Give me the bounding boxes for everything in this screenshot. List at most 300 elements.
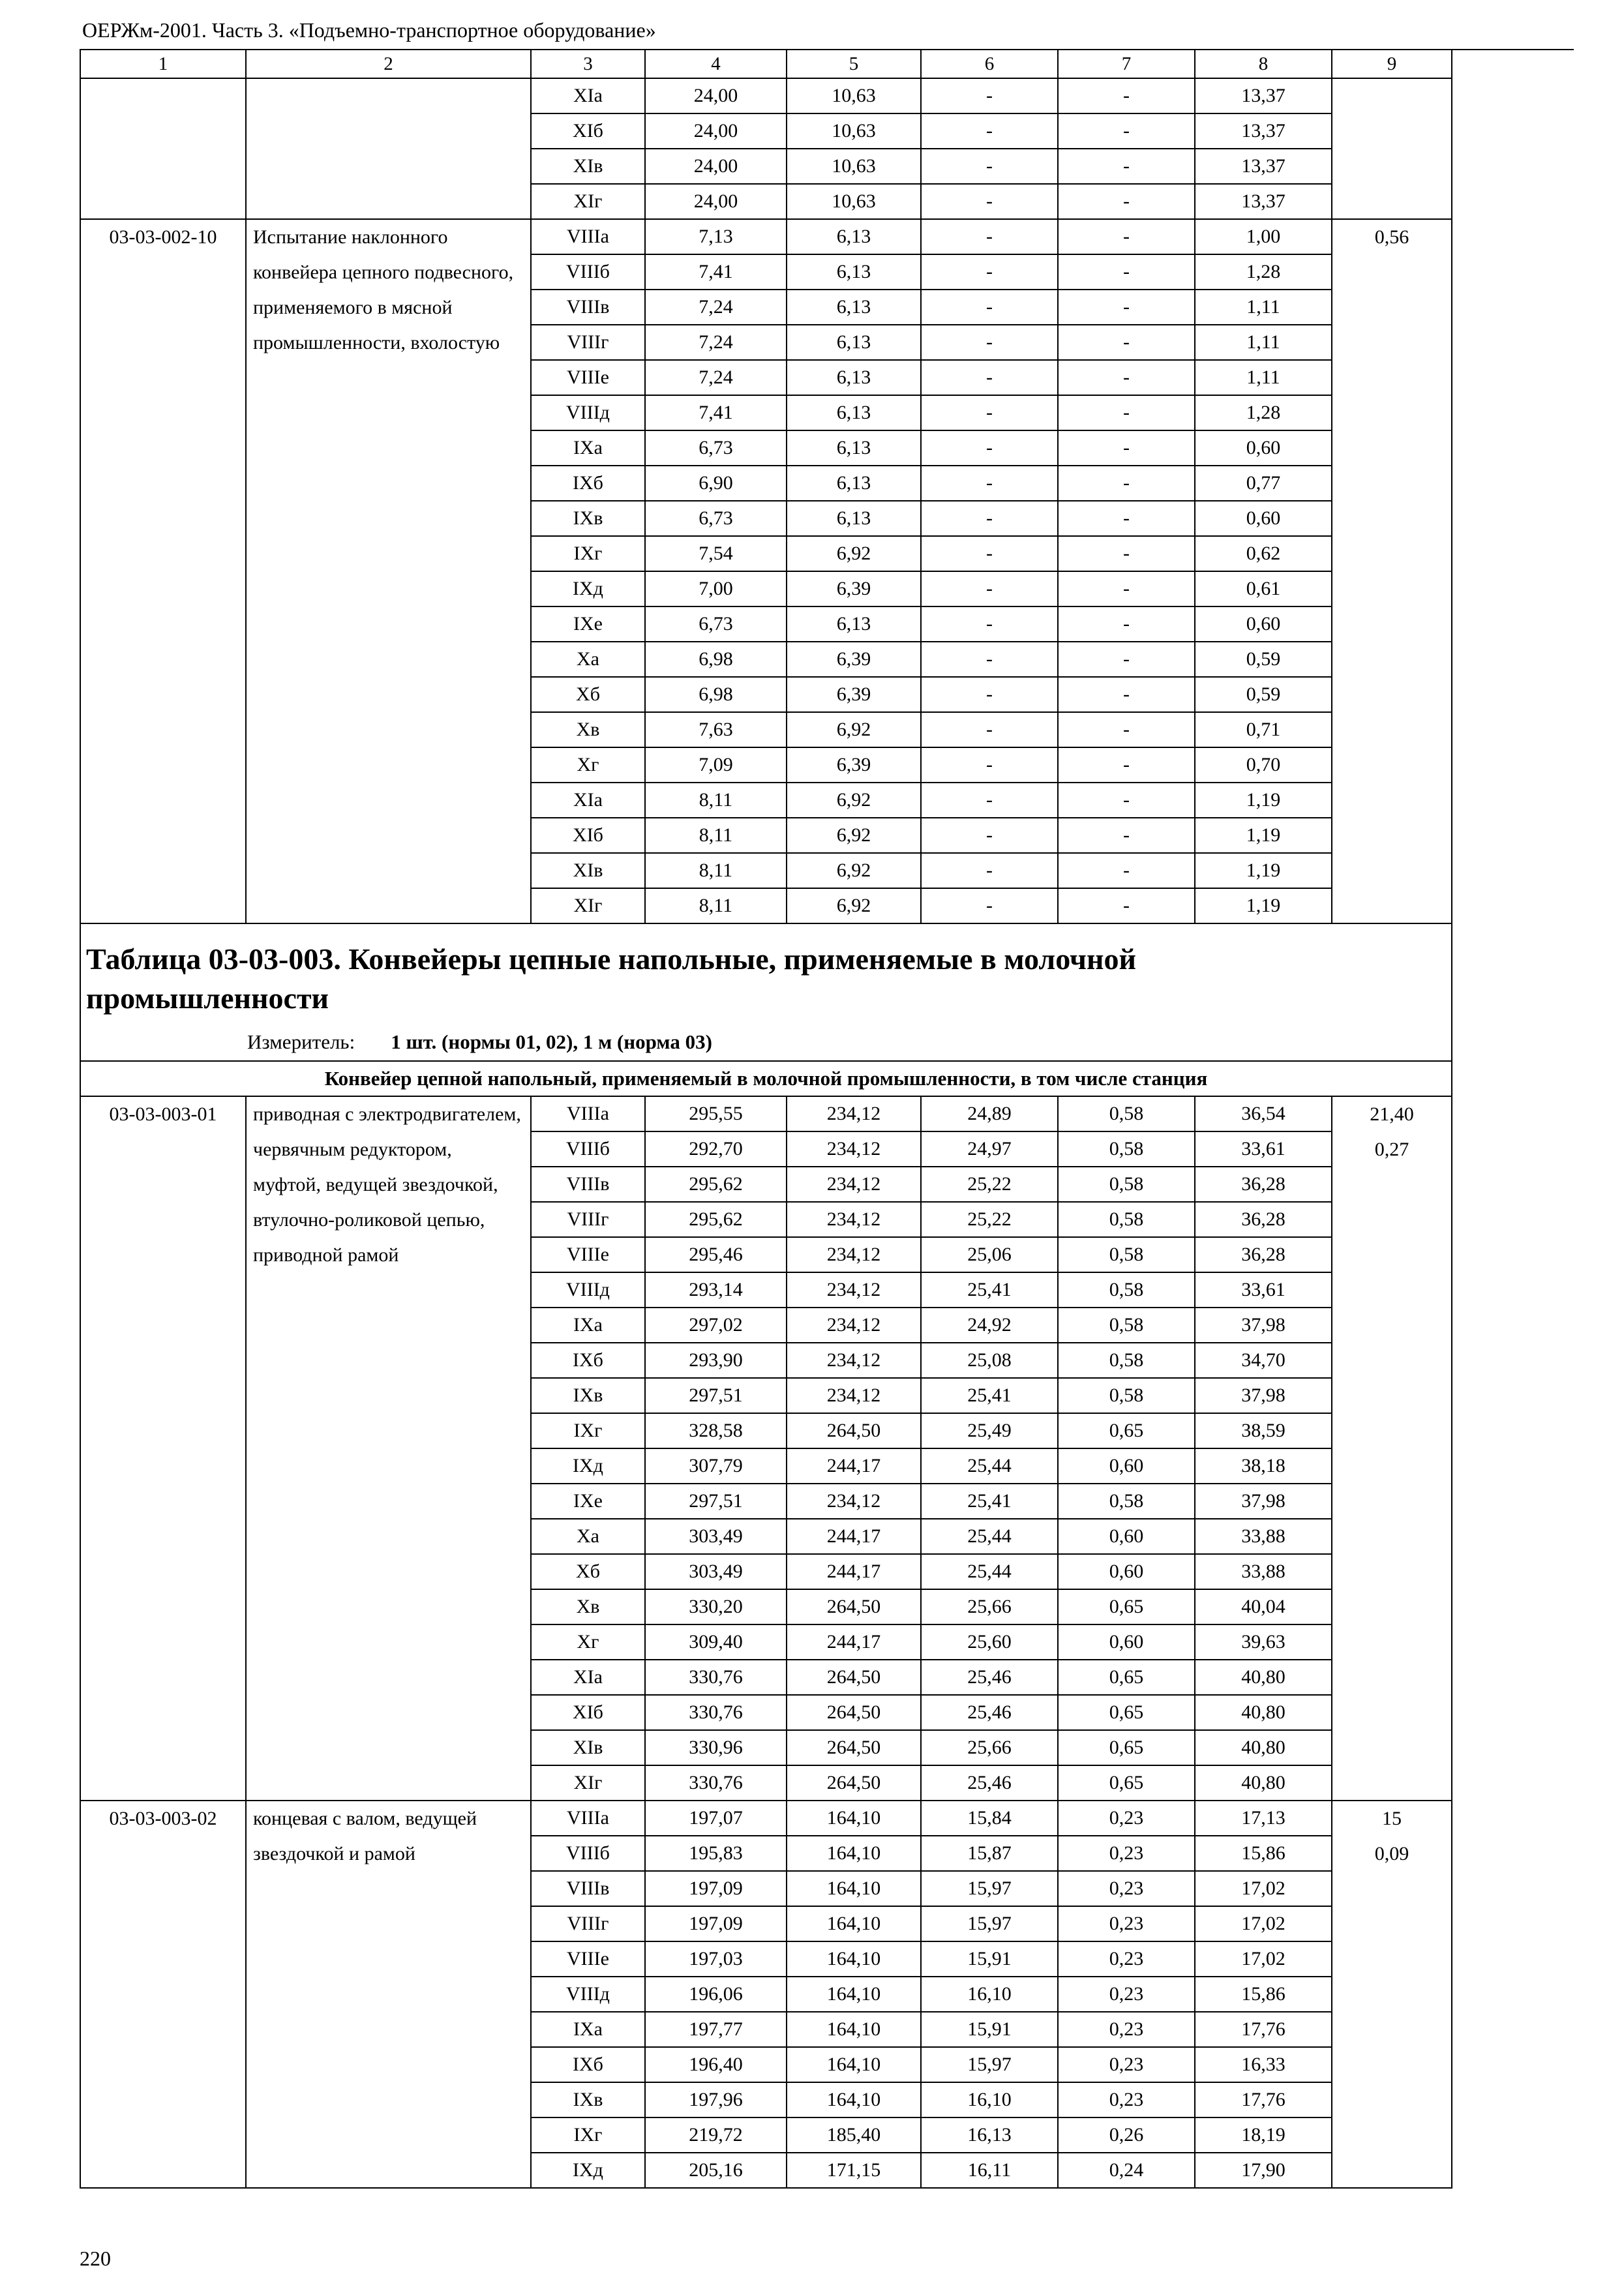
- value-cell: 7,54: [645, 536, 787, 571]
- value-cell: -: [921, 501, 1058, 536]
- value-cell: 0,24: [1058, 2153, 1195, 2188]
- value-cell: -: [921, 712, 1058, 747]
- value-cell: -: [1058, 466, 1195, 501]
- value-cell: 6,39: [787, 571, 921, 606]
- value-cell: 10,63: [787, 184, 921, 219]
- value-cell: 264,50: [787, 1730, 921, 1765]
- zone-cell: Xа: [531, 1519, 645, 1554]
- table-row: [80, 1096, 1452, 1131]
- value-cell: 37,98: [1195, 1484, 1332, 1519]
- value-cell: 17,13: [1195, 1801, 1332, 1836]
- value-cell: 15,86: [1195, 1836, 1332, 1871]
- value-cell: -: [921, 747, 1058, 783]
- zone-cell: VIIIб: [531, 1836, 645, 1871]
- zone-cell: VIIIд: [531, 395, 645, 430]
- zone-cell: IXа: [531, 1308, 645, 1343]
- description-cell: Испытание наклонного конвейера цепного подвесного, применяемого в мясной промышленности, вхолостую: [246, 219, 531, 923]
- value-cell: 6,13: [787, 466, 921, 501]
- value-cell: 309,40: [645, 1624, 787, 1660]
- value-cell: 197,09: [645, 1906, 787, 1941]
- zone-cell: Xб: [531, 677, 645, 712]
- column-number-header: 8: [1195, 50, 1332, 78]
- column-number-header: 9: [1332, 50, 1452, 78]
- zone-cell: Xг: [531, 1624, 645, 1660]
- value-cell: 1,28: [1195, 395, 1332, 430]
- value-cell: 25,46: [921, 1660, 1058, 1695]
- table-row: [80, 219, 1452, 254]
- zone-cell: IXв: [531, 1378, 645, 1413]
- value-cell: 0,59: [1195, 642, 1332, 677]
- value-cell: -: [1058, 149, 1195, 184]
- value-cell: 15,91: [921, 1941, 1058, 1977]
- zone-cell: VIIIд: [531, 1272, 645, 1308]
- value-cell: 234,12: [787, 1096, 921, 1131]
- value-cell: 307,79: [645, 1448, 787, 1484]
- zone-cell: VIIIе: [531, 360, 645, 395]
- value-cell: 0,58: [1058, 1167, 1195, 1202]
- value-cell: 0,60: [1058, 1554, 1195, 1589]
- overhead-value: 0,09: [1374, 1842, 1409, 1864]
- value-cell: -: [921, 395, 1058, 430]
- overhead-value: 0,56: [1374, 226, 1409, 248]
- value-cell: -: [921, 149, 1058, 184]
- value-cell: -: [921, 571, 1058, 606]
- value-cell: -: [1058, 395, 1195, 430]
- value-cell: -: [921, 290, 1058, 325]
- value-cell: 25,60: [921, 1624, 1058, 1660]
- zone-cell: IXд: [531, 2153, 645, 2188]
- overhead-value: 15: [1382, 1807, 1402, 1829]
- value-cell: 164,10: [787, 2082, 921, 2117]
- value-cell: 0,71: [1195, 712, 1332, 747]
- value-cell: 17,02: [1195, 1906, 1332, 1941]
- value-cell: 0,65: [1058, 1413, 1195, 1448]
- value-cell: 25,46: [921, 1765, 1058, 1801]
- description-cell: концевая с валом, ведущей звездочкой и рамой: [246, 1801, 531, 2188]
- value-cell: 25,22: [921, 1202, 1058, 1237]
- value-cell: 164,10: [787, 2047, 921, 2082]
- value-cell: -: [1058, 536, 1195, 571]
- value-cell: -: [1058, 501, 1195, 536]
- zone-cell: VIIIг: [531, 1202, 645, 1237]
- group-header-row: [80, 1061, 1452, 1096]
- zone-cell: VIIIе: [531, 1237, 645, 1272]
- value-cell: -: [1058, 642, 1195, 677]
- value-cell: -: [921, 677, 1058, 712]
- zone-cell: XIа: [531, 78, 645, 113]
- zone-cell: XIв: [531, 1730, 645, 1765]
- value-cell: 6,73: [645, 606, 787, 642]
- value-cell: 0,58: [1058, 1131, 1195, 1167]
- zone-cell: Xг: [531, 747, 645, 783]
- value-cell: 0,58: [1058, 1272, 1195, 1308]
- value-cell: 16,13: [921, 2117, 1058, 2153]
- value-cell: 6,39: [787, 747, 921, 783]
- zone-cell: Xб: [531, 1554, 645, 1589]
- value-cell: 17,76: [1195, 2012, 1332, 2047]
- value-cell: -: [921, 853, 1058, 888]
- value-cell: -: [921, 783, 1058, 818]
- value-cell: 40,80: [1195, 1765, 1332, 1801]
- value-cell: 6,39: [787, 677, 921, 712]
- value-cell: -: [921, 642, 1058, 677]
- column-number-header: 3: [531, 50, 645, 78]
- value-cell: 7,13: [645, 219, 787, 254]
- value-cell: 24,00: [645, 113, 787, 149]
- zone-cell: IXе: [531, 1484, 645, 1519]
- value-cell: 25,22: [921, 1167, 1058, 1202]
- value-cell: 6,13: [787, 501, 921, 536]
- value-cell: -: [1058, 430, 1195, 466]
- value-cell: -: [1058, 571, 1195, 606]
- value-cell: 6,13: [787, 395, 921, 430]
- value-cell: 10,63: [787, 113, 921, 149]
- zone-cell: IXд: [531, 1448, 645, 1484]
- zone-cell: IXб: [531, 1343, 645, 1378]
- zone-cell: VIIIа: [531, 1801, 645, 1836]
- value-cell: -: [1058, 290, 1195, 325]
- value-cell: -: [921, 78, 1058, 113]
- value-cell: 0,65: [1058, 1660, 1195, 1695]
- zone-cell: VIIIб: [531, 254, 645, 290]
- zone-cell: VIIIа: [531, 1096, 645, 1131]
- value-cell: 6,73: [645, 430, 787, 466]
- value-cell: 6,98: [645, 677, 787, 712]
- value-cell: 6,92: [787, 818, 921, 853]
- value-cell: 297,51: [645, 1378, 787, 1413]
- value-cell: 34,70: [1195, 1343, 1332, 1378]
- table-title-text: Таблица 03-03-003. Конвейеры цепные напольные, применяемые в молочной промышленности: [86, 942, 1136, 1015]
- value-cell: 197,07: [645, 1801, 787, 1836]
- value-cell: 293,14: [645, 1272, 787, 1308]
- value-cell: 234,12: [787, 1378, 921, 1413]
- norm-code-cell: 03-03-003-01: [80, 1096, 246, 1801]
- value-cell: 1,19: [1195, 783, 1332, 818]
- value-cell: 0,58: [1058, 1484, 1195, 1519]
- value-cell: 0,65: [1058, 1695, 1195, 1730]
- zone-cell: VIIIв: [531, 1167, 645, 1202]
- value-cell: 6,13: [787, 360, 921, 395]
- value-cell: 16,10: [921, 1977, 1058, 2012]
- value-cell: 0,23: [1058, 2012, 1195, 2047]
- value-cell: 6,13: [787, 219, 921, 254]
- value-cell: 6,92: [787, 888, 921, 923]
- column-number-header: 2: [246, 50, 531, 78]
- value-cell: -: [1058, 853, 1195, 888]
- zone-cell: XIг: [531, 184, 645, 219]
- value-cell: 25,06: [921, 1237, 1058, 1272]
- description-cell: [246, 78, 531, 219]
- value-cell: 8,11: [645, 853, 787, 888]
- value-cell: -: [921, 219, 1058, 254]
- value-cell: 0,60: [1195, 606, 1332, 642]
- value-cell: 196,06: [645, 1977, 787, 2012]
- overhead-cell: [1332, 219, 1452, 923]
- zone-cell: XIг: [531, 888, 645, 923]
- norm-code-cell: 03-03-002-10: [80, 219, 246, 923]
- value-cell: 0,58: [1058, 1202, 1195, 1237]
- zone-cell: VIIIа: [531, 219, 645, 254]
- value-cell: 25,08: [921, 1343, 1058, 1378]
- value-cell: 36,54: [1195, 1096, 1332, 1131]
- value-cell: 244,17: [787, 1554, 921, 1589]
- value-cell: 295,55: [645, 1096, 787, 1131]
- value-cell: 234,12: [787, 1308, 921, 1343]
- value-cell: 0,60: [1058, 1624, 1195, 1660]
- value-cell: 330,96: [645, 1730, 787, 1765]
- value-cell: 164,10: [787, 1941, 921, 1977]
- value-cell: 25,44: [921, 1519, 1058, 1554]
- value-cell: 33,88: [1195, 1519, 1332, 1554]
- column-number-header: 6: [921, 50, 1058, 78]
- document-header: ОЕРЖм-2001. Часть 3. «Подъемно-транспортное оборудование»: [80, 17, 1574, 50]
- zone-cell: XIа: [531, 783, 645, 818]
- value-cell: 330,76: [645, 1765, 787, 1801]
- value-cell: 0,60: [1058, 1519, 1195, 1554]
- value-cell: 25,41: [921, 1378, 1058, 1413]
- value-cell: 0,59: [1195, 677, 1332, 712]
- value-cell: 16,10: [921, 2082, 1058, 2117]
- value-cell: 303,49: [645, 1554, 787, 1589]
- zone-cell: IXд: [531, 571, 645, 606]
- value-cell: -: [1058, 184, 1195, 219]
- zone-cell: XIб: [531, 1695, 645, 1730]
- zone-cell: XIв: [531, 149, 645, 184]
- value-cell: 197,03: [645, 1941, 787, 1977]
- value-cell: 234,12: [787, 1131, 921, 1167]
- value-cell: 234,12: [787, 1272, 921, 1308]
- value-cell: -: [921, 325, 1058, 360]
- value-cell: 17,02: [1195, 1871, 1332, 1906]
- value-cell: 1,28: [1195, 254, 1332, 290]
- value-cell: 164,10: [787, 1977, 921, 2012]
- zone-cell: IXа: [531, 430, 645, 466]
- value-cell: 303,49: [645, 1519, 787, 1554]
- value-cell: 197,96: [645, 2082, 787, 2117]
- value-cell: 13,37: [1195, 149, 1332, 184]
- zone-cell: VIIIг: [531, 1906, 645, 1941]
- value-cell: 36,28: [1195, 1202, 1332, 1237]
- value-cell: 24,00: [645, 184, 787, 219]
- value-cell: 25,44: [921, 1554, 1058, 1589]
- value-cell: 17,90: [1195, 2153, 1332, 2188]
- norms-table: [80, 49, 1452, 2189]
- value-cell: 25,49: [921, 1413, 1058, 1448]
- value-cell: 0,58: [1058, 1308, 1195, 1343]
- value-cell: 0,23: [1058, 2082, 1195, 2117]
- value-cell: 195,83: [645, 1836, 787, 1871]
- value-cell: 6,13: [787, 254, 921, 290]
- value-cell: 293,90: [645, 1343, 787, 1378]
- value-cell: 25,66: [921, 1589, 1058, 1624]
- value-cell: 0,65: [1058, 1765, 1195, 1801]
- value-cell: 0,23: [1058, 1836, 1195, 1871]
- value-cell: 164,10: [787, 1871, 921, 1906]
- value-cell: 33,88: [1195, 1554, 1332, 1589]
- value-cell: 33,61: [1195, 1272, 1332, 1308]
- zone-cell: XIг: [531, 1765, 645, 1801]
- value-cell: -: [1058, 888, 1195, 923]
- value-cell: 15,86: [1195, 1977, 1332, 2012]
- value-cell: 18,19: [1195, 2117, 1332, 2153]
- value-cell: 295,46: [645, 1237, 787, 1272]
- overhead-value: 0,27: [1374, 1138, 1409, 1160]
- norm-code-cell: [80, 78, 246, 219]
- value-cell: 164,10: [787, 1906, 921, 1941]
- value-cell: -: [921, 113, 1058, 149]
- value-cell: -: [921, 818, 1058, 853]
- value-cell: -: [1058, 783, 1195, 818]
- value-cell: 15,97: [921, 1906, 1058, 1941]
- zone-cell: XIа: [531, 1660, 645, 1695]
- value-cell: -: [921, 606, 1058, 642]
- value-cell: 8,11: [645, 818, 787, 853]
- value-cell: 0,62: [1195, 536, 1332, 571]
- value-cell: 0,58: [1058, 1237, 1195, 1272]
- page-number: 220: [80, 2247, 111, 2270]
- value-cell: 6,13: [787, 325, 921, 360]
- table-head: [80, 50, 1452, 78]
- value-cell: 38,59: [1195, 1413, 1332, 1448]
- value-cell: 264,50: [787, 1413, 921, 1448]
- value-cell: 0,70: [1195, 747, 1332, 783]
- value-cell: 13,37: [1195, 78, 1332, 113]
- value-cell: 25,44: [921, 1448, 1058, 1484]
- value-cell: 36,28: [1195, 1237, 1332, 1272]
- value-cell: 8,11: [645, 783, 787, 818]
- value-cell: 1,19: [1195, 818, 1332, 853]
- zone-cell: VIIIг: [531, 325, 645, 360]
- zone-cell: IXб: [531, 466, 645, 501]
- column-number-header: 5: [787, 50, 921, 78]
- zone-cell: XIв: [531, 853, 645, 888]
- value-cell: 196,40: [645, 2047, 787, 2082]
- value-cell: -: [1058, 712, 1195, 747]
- value-cell: 1,19: [1195, 853, 1332, 888]
- overhead-value: 21,40: [1370, 1103, 1414, 1125]
- value-cell: 25,66: [921, 1730, 1058, 1765]
- value-cell: 39,63: [1195, 1624, 1332, 1660]
- value-cell: -: [921, 888, 1058, 923]
- zone-cell: IXв: [531, 2082, 645, 2117]
- value-cell: 0,23: [1058, 1801, 1195, 1836]
- value-cell: 25,46: [921, 1695, 1058, 1730]
- value-cell: 244,17: [787, 1448, 921, 1484]
- value-cell: 0,26: [1058, 2117, 1195, 2153]
- value-cell: 13,37: [1195, 184, 1332, 219]
- zone-cell: VIIIв: [531, 1871, 645, 1906]
- zone-cell: VIIIе: [531, 1941, 645, 1977]
- zone-cell: IXв: [531, 501, 645, 536]
- measurer: [80, 1027, 1452, 1061]
- value-cell: 7,41: [645, 395, 787, 430]
- value-cell: 15,91: [921, 2012, 1058, 2047]
- zone-cell: XIб: [531, 818, 645, 853]
- value-cell: 330,20: [645, 1589, 787, 1624]
- value-cell: 6,13: [787, 290, 921, 325]
- value-cell: 234,12: [787, 1202, 921, 1237]
- measurer-value: 1 шт. (нормы 01, 02), 1 м (норма 03): [391, 1030, 712, 1054]
- value-cell: 25,41: [921, 1272, 1058, 1308]
- value-cell: 244,17: [787, 1519, 921, 1554]
- value-cell: 234,12: [787, 1343, 921, 1378]
- value-cell: 24,97: [921, 1131, 1058, 1167]
- value-cell: 7,00: [645, 571, 787, 606]
- zone-cell: IXг: [531, 2117, 645, 2153]
- value-cell: 37,98: [1195, 1378, 1332, 1413]
- group-header: Конвейер цепной напольный, применяемый в молочной промышленности, в том числе станция: [80, 1061, 1452, 1096]
- value-cell: 16,11: [921, 2153, 1058, 2188]
- value-cell: -: [1058, 818, 1195, 853]
- value-cell: 6,13: [787, 430, 921, 466]
- value-cell: 40,80: [1195, 1695, 1332, 1730]
- zone-cell: XIб: [531, 113, 645, 149]
- value-cell: 264,50: [787, 1660, 921, 1695]
- value-cell: 297,51: [645, 1484, 787, 1519]
- value-cell: -: [1058, 254, 1195, 290]
- value-cell: 1,11: [1195, 290, 1332, 325]
- zone-cell: VIIIв: [531, 290, 645, 325]
- value-cell: 0,61: [1195, 571, 1332, 606]
- value-cell: 6,92: [787, 853, 921, 888]
- value-cell: 37,98: [1195, 1308, 1332, 1343]
- column-number-header: 7: [1058, 50, 1195, 78]
- value-cell: 10,63: [787, 149, 921, 184]
- zone-cell: VIIIд: [531, 1977, 645, 2012]
- zone-cell: IXг: [531, 1413, 645, 1448]
- value-cell: 17,76: [1195, 2082, 1332, 2117]
- value-cell: 0,23: [1058, 1977, 1195, 2012]
- value-cell: 205,16: [645, 2153, 787, 2188]
- value-cell: 197,09: [645, 1871, 787, 1906]
- value-cell: -: [1058, 78, 1195, 113]
- value-cell: 24,92: [921, 1308, 1058, 1343]
- value-cell: 6,39: [787, 642, 921, 677]
- value-cell: -: [921, 430, 1058, 466]
- value-cell: 0,65: [1058, 1589, 1195, 1624]
- value-cell: 40,80: [1195, 1660, 1332, 1695]
- value-cell: 0,58: [1058, 1343, 1195, 1378]
- table-title: [80, 923, 1452, 1027]
- overhead-cell: [1332, 1801, 1452, 2188]
- value-cell: 264,50: [787, 1765, 921, 1801]
- value-cell: 0,23: [1058, 1871, 1195, 1906]
- value-cell: 0,77: [1195, 466, 1332, 501]
- value-cell: 33,61: [1195, 1131, 1332, 1167]
- zone-cell: IXг: [531, 536, 645, 571]
- value-cell: -: [1058, 747, 1195, 783]
- value-cell: -: [1058, 360, 1195, 395]
- table-title-row: [80, 923, 1452, 1027]
- value-cell: 234,12: [787, 1167, 921, 1202]
- value-cell: -: [921, 466, 1058, 501]
- value-cell: 7,24: [645, 325, 787, 360]
- overhead-cell: [1332, 78, 1452, 219]
- measurer-label: Измеритель:: [247, 1030, 355, 1054]
- value-cell: 164,10: [787, 2012, 921, 2047]
- value-cell: 7,09: [645, 747, 787, 783]
- value-cell: 10,63: [787, 78, 921, 113]
- value-cell: 6,98: [645, 642, 787, 677]
- value-cell: 6,92: [787, 712, 921, 747]
- value-cell: 0,60: [1058, 1448, 1195, 1484]
- value-cell: 1,19: [1195, 888, 1332, 923]
- value-cell: 24,00: [645, 78, 787, 113]
- value-cell: 17,02: [1195, 1941, 1332, 1977]
- value-cell: -: [1058, 677, 1195, 712]
- value-cell: 244,17: [787, 1624, 921, 1660]
- column-number-header: 1: [80, 50, 246, 78]
